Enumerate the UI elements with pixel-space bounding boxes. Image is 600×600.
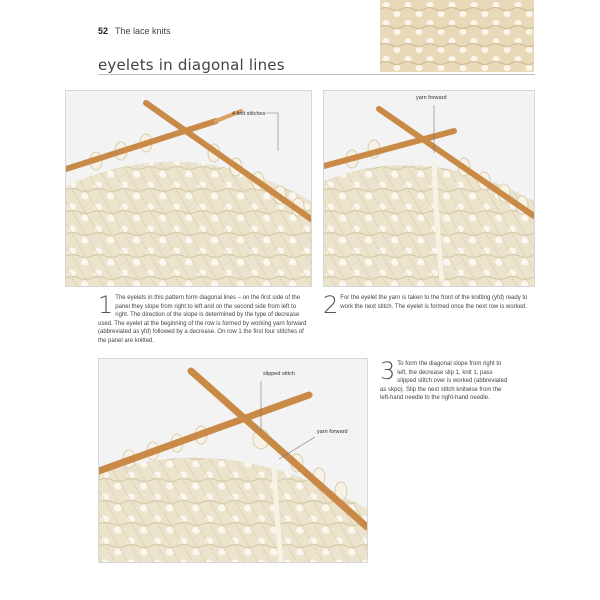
photo-step-3 [98, 358, 368, 563]
page-number: 52 [98, 26, 109, 36]
callout-yarn-forward-2: yarn forward [317, 429, 348, 435]
photo-step-2 [323, 90, 535, 287]
step-1 [98, 291, 311, 345]
step-1-number: 1 [98, 291, 114, 319]
step-3-number: 3 [380, 357, 396, 385]
page-title: eyelets in diagonal lines [98, 56, 285, 74]
step-2-text: For the eyelet the yarn is taken to the front of the knitting (yfd) ready to work the next stitch. The eyelet is formed once the next row is worked. [340, 295, 528, 310]
step-2-number: 2 [323, 291, 339, 319]
lace-swatch-photo [380, 0, 534, 72]
step-1-text: The eyelets in this pattern form diagonal lines – on the first side of the panel they slope from right to left and on the second side from left to right. The direction of the slope is determined by the type of decrease used. The eyelet at the beginning of the row is formed by working yarn forward (abbreviated as yfd) followed by a decrease. On row 1 the first four stitches of the panel are knitted. [98, 295, 307, 344]
step-2 [323, 291, 535, 319]
title-rule [98, 74, 535, 75]
section-name: The lace knits [115, 26, 171, 36]
callout-4-knit-stitches: 4 knit stitches [232, 111, 266, 117]
step-3-text: To form the diagonal slope from right to left, the decrease slip 1, knit 1, pass slipped stitch over is worked (abbreviated as skpo). Slip the next stitch knitwise from the left-hand needle to the right-hand needle. [380, 361, 508, 401]
step-3 [380, 357, 510, 403]
callout-yarn-forward: yarn forward [416, 95, 447, 101]
callout-slipped-stitch: slipped stitch [263, 371, 295, 377]
photo-step-1 [65, 90, 312, 287]
